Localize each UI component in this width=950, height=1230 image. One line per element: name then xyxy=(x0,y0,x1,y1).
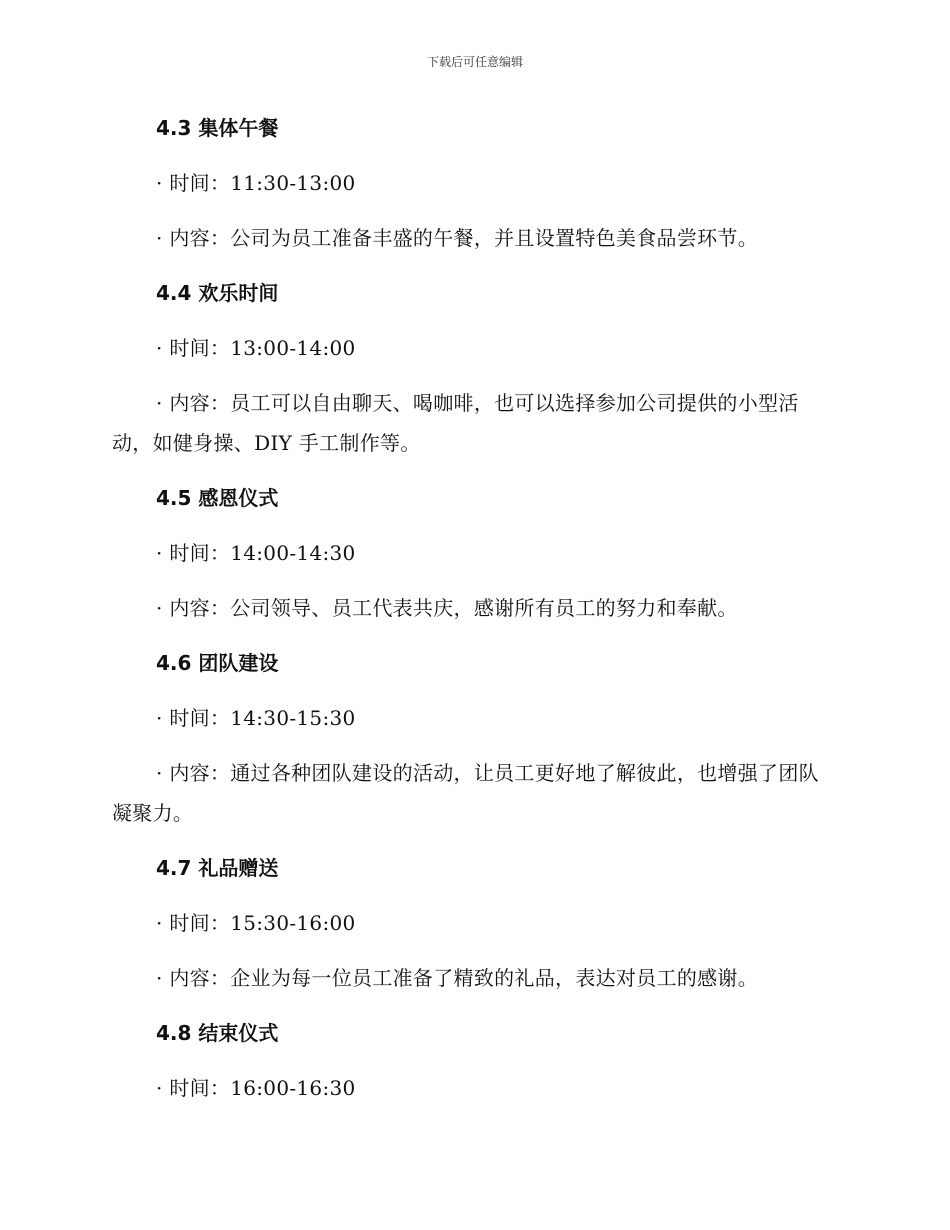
content-paragraph: · 内容：通过各种团队建设的活动，让员工更好地了解彼此，也增强了团队凝聚力。 xyxy=(112,761,819,825)
content-paragraph: · 内容：企业为每一位员工准备了精致的礼品，表达对员工的感谢。 xyxy=(156,966,759,990)
content-paragraph: · 内容：公司为员工准备丰盛的午餐，并且设置特色美食品尝环节。 xyxy=(156,226,759,250)
section-heading: 4.3 集体午餐 xyxy=(156,116,279,140)
page-header: 下载后可任意编辑 xyxy=(426,55,523,69)
time-paragraph: · 时间：13:00-14:00 xyxy=(156,336,356,360)
section-heading: 4.8 结束仪式 xyxy=(156,1021,279,1045)
section-heading: 4.5 感恩仪式 xyxy=(156,486,279,510)
time-paragraph: · 时间：14:00-14:30 xyxy=(156,541,356,565)
section-heading: 4.4 欢乐时间 xyxy=(156,281,279,305)
section-heading: 4.6 团队建设 xyxy=(156,651,279,675)
time-paragraph: · 时间：14:30-15:30 xyxy=(156,706,356,730)
content-paragraph: · 内容：公司领导、员工代表共庆，感谢所有员工的努力和奉献。 xyxy=(156,596,738,620)
time-paragraph: · 时间：15:30-16:00 xyxy=(156,911,356,935)
document-body xyxy=(112,108,832,1123)
content-paragraph: · 内容：员工可以自由聊天、喝咖啡，也可以选择参加公司提供的小型活动，如健身操、DIY 手工制作等。 xyxy=(112,391,799,455)
time-paragraph: · 时间：16:00-16:30 xyxy=(156,1076,356,1100)
section-heading: 4.7 礼品赠送 xyxy=(156,856,279,880)
time-paragraph: · 时间：11:30-13:00 xyxy=(156,171,356,195)
